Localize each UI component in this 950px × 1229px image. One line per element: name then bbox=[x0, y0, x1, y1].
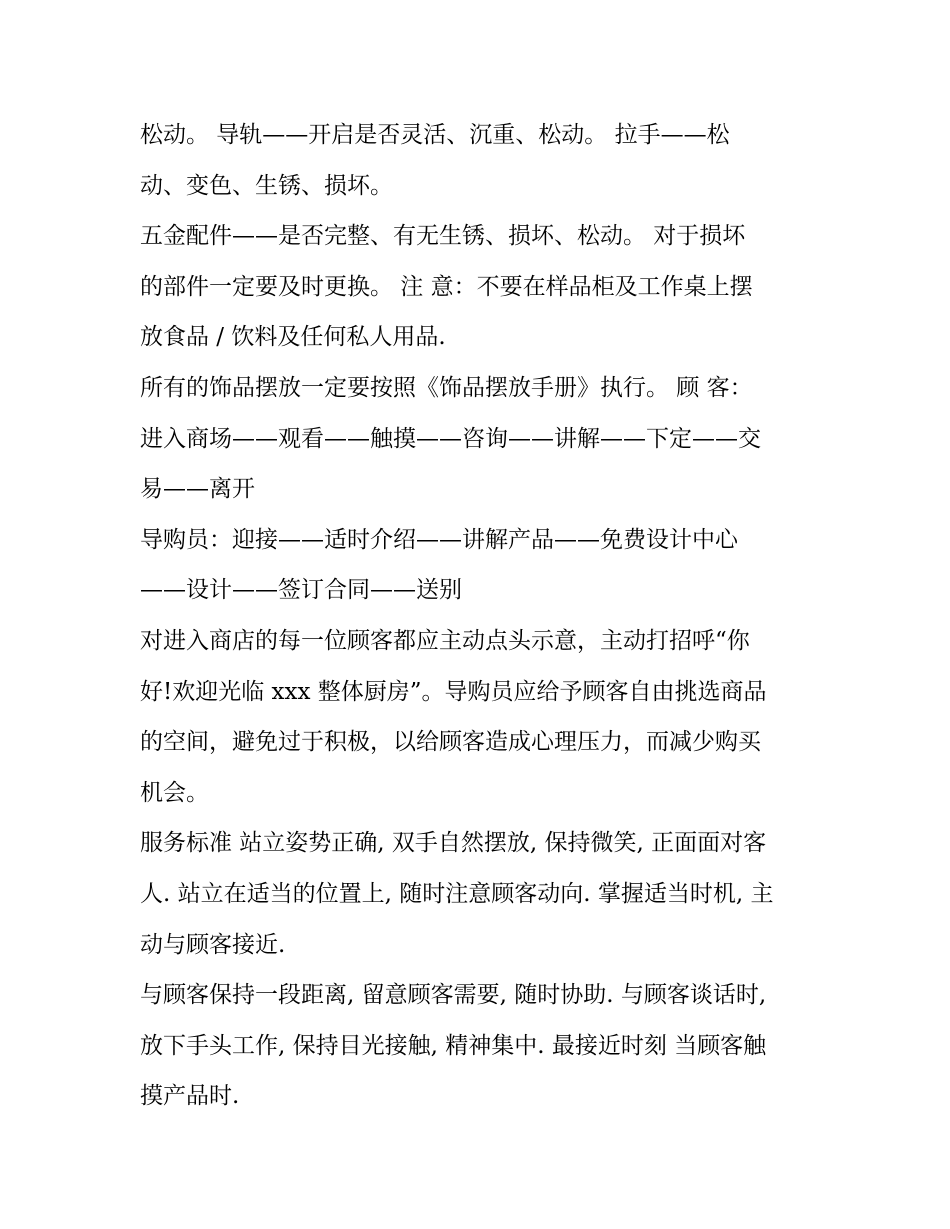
text-line: 好!欢迎光临 xxx 整体厨房”。导购员应给予顾客自由挑选商品 bbox=[140, 678, 767, 705]
paragraph-hardware-notice bbox=[140, 211, 830, 363]
paragraph-service-standard bbox=[140, 818, 830, 970]
text-line: 动、变色、生锈、损坏。 bbox=[140, 172, 393, 199]
text-line: 与顾客保持一段距离, 留意顾客需要, 随时协助. 与顾客谈话时, bbox=[140, 982, 767, 1009]
text-line: 人. 站立在适当的位置上, 随时注意顾客动向. 掌握适当时机, 主 bbox=[140, 880, 774, 907]
text-line: 对进入商店的每一位顾客都应主动点头示意，主动打招呼“你 bbox=[140, 627, 750, 654]
text-line: 所有的饰品摆放一定要按照《饰品摆放手册》执行。 顾 客： bbox=[140, 374, 753, 401]
text-line: 易——离开 bbox=[140, 476, 255, 503]
text-line: 松动。 导轨——开启是否灵活、沉重、松动。 拉手——松 bbox=[140, 122, 730, 148]
paragraph-customer-distance bbox=[140, 970, 830, 1122]
text-line: 的空间，避免过于积极，以给顾客造成心理压力，而减少购买 bbox=[140, 729, 761, 756]
text-line: 机会。 bbox=[140, 779, 209, 806]
text-line: 放下手头工作, 保持目光接触, 精神集中. 最接近时刻 当顾客触 bbox=[140, 1032, 767, 1059]
text-line: ——设计——签订合同——送别 bbox=[140, 577, 462, 604]
body-text bbox=[140, 110, 830, 1122]
text-line: 导购员：迎接——适时介绍——讲解产品——免费设计中心 bbox=[140, 526, 738, 553]
text-line: 服务标准 站立姿势正确, 双手自然摆放, 保持微笑, 正面面对客 bbox=[140, 830, 767, 857]
paragraph-customer-flow bbox=[140, 363, 830, 515]
text-line: 放食品 / 饮料及任何私人用品. bbox=[140, 324, 446, 351]
text-line: 动与顾客接近. bbox=[140, 931, 286, 958]
paragraph-greeting bbox=[140, 616, 830, 818]
text-line: 五金配件——是否完整、有无生锈、损坏、松动。 对于损坏 bbox=[140, 223, 746, 250]
paragraph-guide-flow bbox=[140, 515, 830, 616]
text-line: 的部件一定要及时更换。 注 意：不要在样品柜及工作桌上摆 bbox=[140, 273, 753, 300]
paragraph-cabinet-inspection bbox=[140, 110, 830, 211]
text-line: 进入商场——观看——触摸——咨询——讲解——下定——交 bbox=[140, 425, 761, 452]
text-line: 摸产品时. bbox=[140, 1083, 240, 1110]
